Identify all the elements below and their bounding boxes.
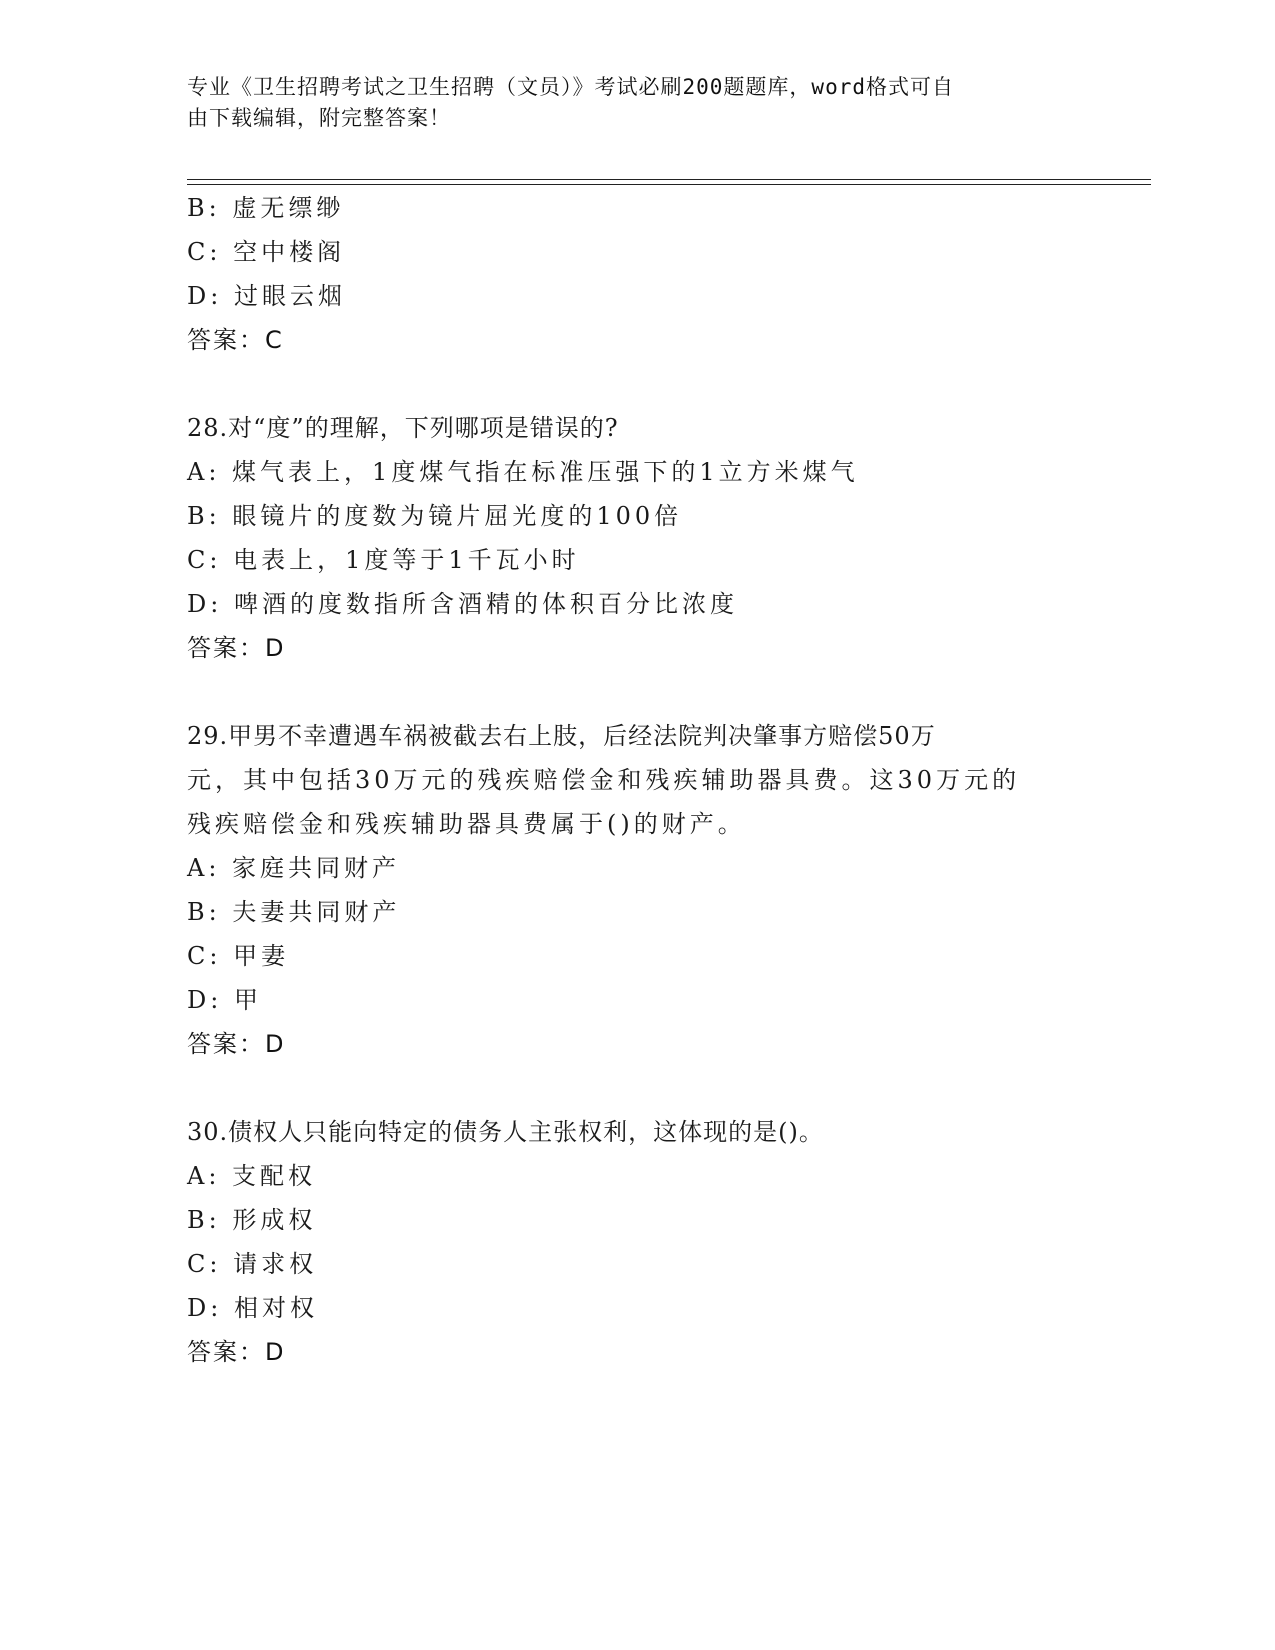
q29-question-line-2: 元，其中包括30万元的残疾赔偿金和残疾辅助器具费。这30万元的: [187, 766, 1021, 794]
q27-option-d: D: 过眼云烟: [187, 282, 346, 310]
q27-answer: 答案：C: [187, 326, 284, 354]
q30-question: 30.债权人只能向特定的债务人主张权利，这体现的是()。: [187, 1118, 824, 1146]
header-divider-bottom: [187, 184, 1151, 185]
q29-answer: 答案：D: [187, 1030, 286, 1058]
q28-question: 28.对“度”的理解，下列哪项是错误的?: [187, 414, 619, 442]
q28-option-c: C: 电表上，1度等于1千瓦小时: [187, 546, 580, 574]
q30-answer: 答案：D: [187, 1338, 286, 1366]
q29-question-line-1: 29.甲男不幸遭遇车祸被截去右上肢，后经法院判决肇事方赔偿50万: [187, 722, 936, 750]
document-header: [187, 72, 1067, 134]
header-title-line-1: 专业《卫生招聘考试之卫生招聘（文员）》考试必刷200题题库，word格式可自: [187, 75, 954, 99]
q30-option-c: C: 请求权: [187, 1250, 318, 1278]
header-divider-top: [187, 179, 1151, 180]
q29-option-d: D: 甲: [187, 986, 262, 1014]
q28-option-b: B: 眼镜片的度数为镜片屈光度的100倍: [187, 502, 683, 530]
q30-option-d: D: 相对权: [187, 1294, 318, 1322]
q29-option-a: A: 家庭共同财产: [187, 854, 401, 882]
q27-option-b: B: 虚无缥缈: [187, 194, 345, 222]
q29-option-c: C: 甲妻: [187, 942, 290, 970]
q29-option-b: B: 夫妻共同财产: [187, 898, 401, 926]
q27-option-c: C: 空中楼阁: [187, 238, 346, 266]
q29-question-line-3: 残疾赔偿金和残疾辅助器具费属于()的财产。: [187, 810, 746, 838]
q28-option-a: A: 煤气表上，1度煤气指在标准压强下的1立方米煤气: [187, 458, 859, 486]
q28-option-d: D: 啤酒的度数指所含酒精的体积百分比浓度: [187, 590, 738, 618]
header-title-line-2: 由下载编辑，附完整答案！: [187, 106, 451, 130]
q30-option-b: B: 形成权: [187, 1206, 317, 1234]
q28-answer: 答案：D: [187, 634, 286, 662]
q30-option-a: A: 支配权: [187, 1162, 317, 1190]
